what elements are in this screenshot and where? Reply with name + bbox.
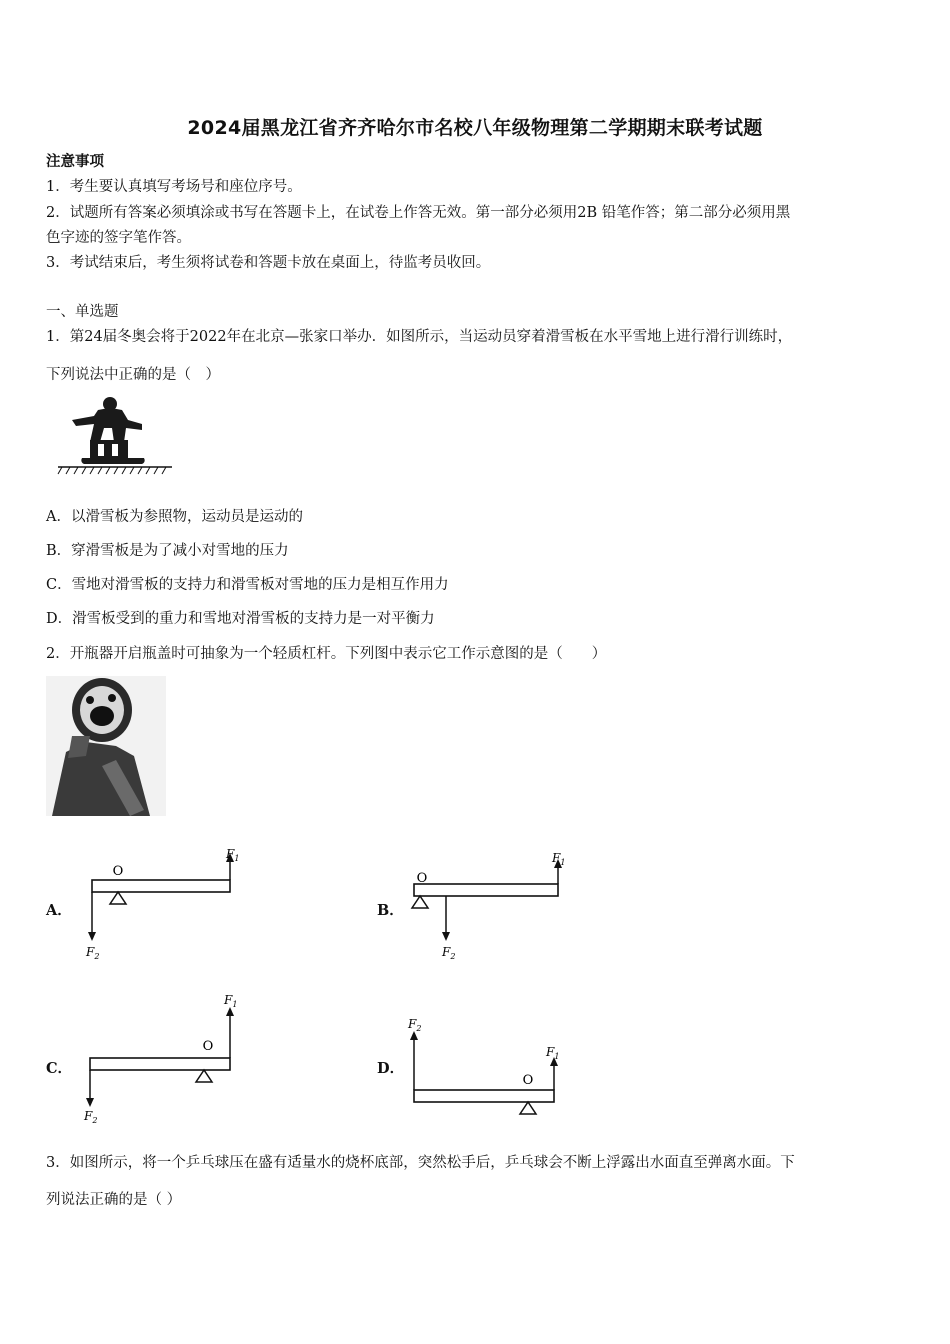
pivot-label: O	[202, 1039, 214, 1054]
svg-text:F1	[545, 1045, 559, 1061]
force-1-subscript: 1	[234, 854, 240, 863]
svg-text:F2	[407, 1017, 421, 1033]
question-2-option-a-label: A．	[46, 902, 72, 919]
question-1-option-a: A．以滑雪板为参照物，运动员是运动的	[46, 509, 303, 525]
question-1-option-b: B．穿滑雪板是为了减小对雪地的压力	[46, 543, 289, 559]
force-1-subscript: 1	[232, 1000, 238, 1009]
question-1-option-d: D．滑雪板受到的重力和雪地对滑雪板的支持力是一对平衡力	[46, 611, 435, 627]
bottle-opener-photo	[46, 676, 166, 816]
force-1-label: F	[546, 1045, 555, 1059]
notice-item: 色字迹的签字笔作答。	[46, 230, 191, 246]
pivot-label: O	[522, 1073, 534, 1088]
force-2-subscript: 2	[92, 1116, 98, 1124]
lever-diagram-d	[400, 1012, 570, 1124]
lever-diagram-b	[400, 846, 570, 966]
pivot-label: O	[112, 864, 124, 879]
question-3-stem: 3．如图所示，将一个乒乓球压在盛有适量水的烧杯底部，突然松手后，乒乓球会不断上浮露出水面直至弹离水面。下	[46, 1155, 795, 1171]
question-3-stem-cont: 列说法正确的是（ ）	[46, 1192, 182, 1208]
question-1-stem: 1．第24届冬奥会将于2022年在北京—张家口举办．如图所示，当运动员穿着滑雪板在水平雪地上进行滑行训练时，	[46, 329, 793, 345]
svg-text:F1	[223, 993, 237, 1009]
svg-text:F2	[85, 945, 99, 961]
svg-text:F1	[225, 847, 239, 863]
question-1-option-c: C．雪地对滑雪板的支持力和滑雪板对雪地的压力是相互作用力	[46, 577, 449, 593]
force-2-subscript: 2	[450, 952, 456, 961]
force-1-label: F	[552, 851, 561, 865]
force-2-subscript: 2	[416, 1024, 422, 1033]
notice-heading: 注意事项	[46, 153, 104, 170]
force-1-label: F	[224, 993, 233, 1007]
question-2-option-d-label: D．	[377, 1060, 405, 1077]
force-2-label: F	[86, 945, 95, 959]
question-2-stem: 2．开瓶器开启瓶盖时可抽象为一个轻质杠杆。下列图中表示它工作示意图的是（ ）	[46, 646, 607, 662]
question-2-option-c-label: C．	[46, 1060, 73, 1077]
notice-item: 2．试题所有答案必须填涂或书写在答题卡上，在试卷上作答无效。第一部分必须用2B 铅笔作答；第二部分必须用黑	[46, 205, 791, 221]
pivot-label: O	[416, 871, 428, 886]
svg-text:F1	[551, 851, 565, 867]
svg-text:F2	[441, 945, 455, 961]
force-1-label: F	[226, 847, 235, 861]
force-1-subscript: 1	[560, 858, 566, 867]
notice-item: 3．考试结束后，考生须将试卷和答题卡放在桌面上，待监考员收回。	[46, 255, 491, 271]
notice-item: 1．考生要认真填写考场号和座位序号。	[46, 179, 302, 195]
force-2-label: F	[408, 1017, 417, 1031]
lever-diagram-a	[80, 838, 250, 964]
section-heading: 一、单选题	[46, 304, 119, 320]
force-2-subscript: 2	[94, 952, 100, 961]
force-2-label: F	[442, 945, 451, 959]
question-1-stem-cont: 下列说法中正确的是（ ）	[46, 367, 220, 383]
snowboarder-figure	[54, 394, 176, 476]
page-title: 2024届黑龙江省齐齐哈尔市名校八年级物理第二学期期末联考试题	[187, 117, 763, 139]
question-2-option-b-label: B．	[377, 902, 404, 919]
svg-text:F2	[83, 1109, 97, 1124]
lever-diagram-c	[80, 986, 250, 1124]
force-1-subscript: 1	[554, 1052, 560, 1061]
force-2-label: F	[84, 1109, 93, 1123]
